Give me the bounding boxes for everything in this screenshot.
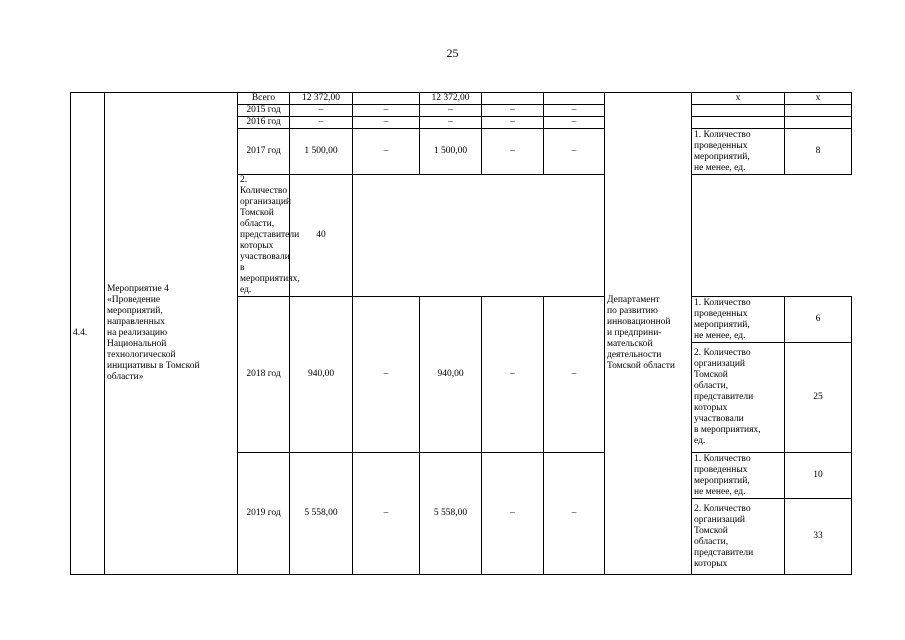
y2019-col3: 5 558,00 [420, 453, 482, 575]
value-2017-1: 8 [785, 129, 852, 175]
total-col2 [353, 93, 420, 105]
value-2018-2: 25 [785, 343, 852, 453]
y2017-col2: – [353, 129, 420, 175]
y2018-col2: – [353, 297, 420, 453]
total-col1: 12 372,00 [290, 93, 353, 105]
indicator-2019-1: 1. Количество проведенных мероприятий, не менее, ед. [692, 453, 785, 499]
y2016-col3: – [420, 117, 482, 129]
table-row-total [71, 93, 852, 105]
period-2018: 2018 год [238, 297, 290, 453]
period-total: Всего [238, 93, 290, 105]
blank-value [785, 105, 852, 117]
value-2019-2: 33 [785, 499, 852, 575]
y2016-col2: – [353, 117, 420, 129]
period-2016: 2016 год [238, 117, 290, 129]
y2015-col1: – [290, 105, 353, 117]
period-2017: 2017 год [238, 129, 290, 175]
y2015-col2: – [353, 105, 420, 117]
indicator-2017-2: 2. Количество организаций Томской области, представители которых участвовали в мероприятиях, ед. [238, 175, 290, 297]
value-2018-1: 6 [785, 297, 852, 343]
y2017-col4: – [482, 129, 544, 175]
indicator-2018-2: 2. Количество организаций Томской области, представители которых участвовали в мероприятиях, ед. [692, 343, 785, 453]
y2019-col4: – [482, 453, 544, 575]
period-2015: 2015 год [238, 105, 290, 117]
value-2017-2: 40 [290, 175, 353, 297]
executor: Департамент по развитию инновационной и предприни- мательской деятельности Томской области [605, 93, 692, 575]
y2016-col4: – [482, 117, 544, 129]
total-col4 [482, 93, 544, 105]
y2016-col1: – [290, 117, 353, 129]
activity-name: Мероприятие 4 «Проведение мероприятий, направленных на реализацию Национальной технологической инициативы в Томской области» [105, 93, 238, 575]
y2018-col1: 940,00 [290, 297, 353, 453]
y2018-col3: 940,00 [420, 297, 482, 453]
indicator-2017-1: 1. Количество проведенных мероприятий, не менее, ед. [692, 129, 785, 175]
value-2019-1: 10 [785, 453, 852, 499]
total-value: x [785, 93, 852, 105]
blank-value [785, 117, 852, 129]
y2018-col5: – [544, 297, 605, 453]
blank-indicator [692, 117, 785, 129]
y2019-col1: 5 558,00 [290, 453, 353, 575]
total-col3: 12 372,00 [420, 93, 482, 105]
y2018-col4: – [482, 297, 544, 453]
total-col5 [544, 93, 605, 105]
indicator-2019-2: 2. Количество организаций Томской области, представители которых [692, 499, 785, 575]
y2015-col5: – [544, 105, 605, 117]
program-table [70, 92, 852, 575]
y2016-col5: – [544, 117, 605, 129]
y2015-col3: – [420, 105, 482, 117]
indicator-2018-1: 1. Количество проведенных мероприятий, не менее, ед. [692, 297, 785, 343]
page-number: 25 [446, 46, 459, 60]
blank-indicator [692, 105, 785, 117]
y2017-col5: – [544, 129, 605, 175]
y2017-col3: 1 500,00 [420, 129, 482, 175]
row-number: 4.4. [71, 93, 105, 575]
period-2019: 2019 год [238, 453, 290, 575]
y2017-col1: 1 500,00 [290, 129, 353, 175]
y2019-col5: – [544, 453, 605, 575]
y2015-col4: – [482, 105, 544, 117]
total-indicator: x [692, 93, 785, 105]
y2019-col2: – [353, 453, 420, 575]
